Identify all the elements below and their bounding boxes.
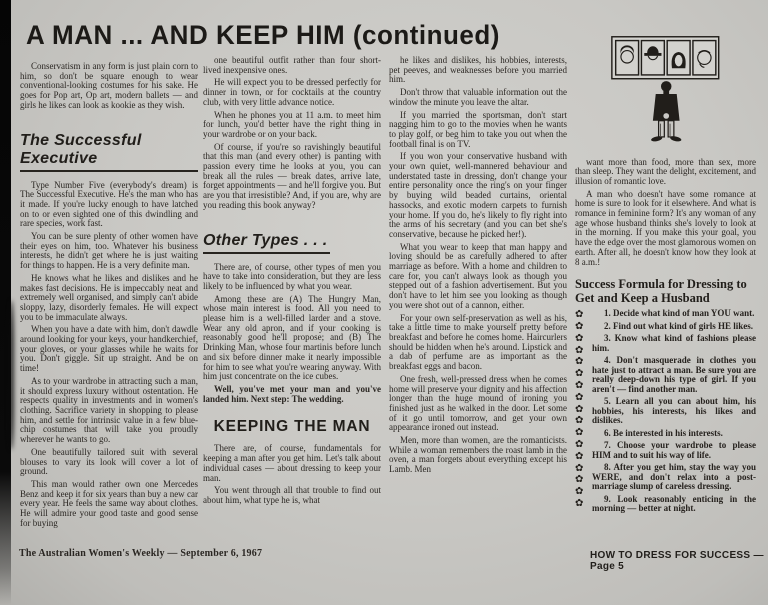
flower-ornament-icon: ✿ bbox=[575, 403, 584, 415]
article-column-3 bbox=[389, 56, 567, 478]
flower-ornament-icon: ✿ bbox=[575, 427, 584, 439]
flower-ornament-icon: ✿ bbox=[575, 380, 584, 392]
article-column-4 bbox=[575, 28, 756, 517]
article-column-1 bbox=[20, 62, 198, 531]
flower-ornament-icon: ✿ bbox=[575, 344, 584, 356]
paragraph: This man would rather own one Mercedes Benz and keep it for six years than buy a new car every year. He feels the same way about clothes. He will admire your good taste and good sense for buying bbox=[20, 478, 198, 528]
formula-item: 8. After you get him, stay the way you WERE, and don't relax into a post-marriage slump of careless dressing. bbox=[592, 462, 756, 492]
paragraph: want more than food, more than sex, more than sleep. They want the delight, excitement, and illusion of romantic love. bbox=[575, 156, 756, 186]
flower-ornament-icon: ✿ bbox=[575, 368, 584, 380]
paragraph: When you have a date with him, don't dawdle around looking for your keys, your handkerchief, your gloves, or your glasses while he waits for you. Don't giggle. Sit up straight. And be on time! bbox=[20, 324, 198, 374]
flower-ornament-icon: ✿ bbox=[575, 450, 584, 462]
flower-ornament-icon: ✿ bbox=[575, 462, 584, 474]
formula-item: 6. Be interested in his interests. bbox=[604, 427, 723, 438]
formula-item: 4. Don't masquerade in clothes you hate just to attract a man. Be sure you are really deep-down his type of girl. If you aren't — find another man. bbox=[592, 355, 756, 394]
paragraph: He will expect you to be dressed perfectly for dinner in town, or for cocktails at the country club, with very little advance notice. bbox=[203, 77, 381, 107]
paragraph: He knows what he likes and dislikes and he makes fast decisions. He is impeccably neat and extremely well organised, and simply can't abide sloppy, lazy, disorderly females. He will expect you to be immaculate always. bbox=[20, 272, 198, 322]
man-viewing-portraits-illustration bbox=[609, 32, 733, 145]
formula-item: 7. Choose your wardrobe to please HIM and to suit his way of life. bbox=[592, 440, 756, 460]
paragraph: You went through all that trouble to find out about him, what type he is, what bbox=[203, 485, 381, 505]
flower-ornament-icon: ✿ bbox=[575, 309, 584, 321]
paragraph: Type Number Five (everybody's dream) is The Successful Executive. He's the man who has it made. If you're lucky enough to have latched on to or even sighted one of this dwindling and rare species, work fast. bbox=[20, 179, 198, 229]
paragraph: A man who doesn't have some romance at home is sure to look for it elsewhere. And what is romance in feminine form? It's any woman of any age whose husband thinks she's lovely to look at in the morning. If you make this your goal, you have the edge over the most glamorous women on earth. After all, he doesn't know how they look at 8 a.m.! bbox=[575, 188, 756, 267]
paragraph: Of course, if you're so ravishingly beautiful that this man (and every other) is panting with passion every time he looks at you, you can break all the rules — break dates, arrive late, forget appointments — and he'll forgive you. But are you that irresistible? And, if you are, why are you reading this book anyway? bbox=[203, 141, 381, 210]
paragraph: he likes and dislikes, his hobbies, interests, pet peeves, and weaknesses before you married him. bbox=[389, 55, 567, 85]
formula-item: 9. Look reasonably enticing in the morning — better at night. bbox=[592, 493, 756, 514]
paragraph: Conservatism in any form is just plain corn to him, so don't be square enough to wear conventional-looking costumes for his sake. He goes for Pop art, Op art, modern ballets — and girls he likes can look as kookie as they wish. bbox=[20, 61, 198, 110]
article-column-2 bbox=[203, 56, 381, 509]
paragraph: one beautiful outfit rather than four short-lived inexpensive ones. bbox=[203, 55, 381, 75]
formula-item: 5. Learn all you can about him, his hobbies, his interests, his likes and dislikes. bbox=[592, 396, 756, 426]
paragraph-bold: Well, you've met your man and you've landed him. Next step: The wedding. bbox=[203, 383, 381, 404]
formula-item: 2. Find out what kind of girls HE likes. bbox=[604, 320, 754, 331]
formula-items bbox=[592, 309, 756, 517]
paragraph: Don't throw that valuable information out the window the minute you leave the altar. bbox=[389, 87, 567, 107]
success-formula-list bbox=[575, 309, 756, 517]
flower-ornament-column bbox=[575, 309, 592, 517]
section-heading-success-formula: Success Formula for Dressing to Get and Keep a Husband bbox=[575, 277, 747, 306]
paragraph: Men, more than women, are the romanticists. While a woman remembers the roast lamb in the oven, a man forgets about everything except his Lamb. Men bbox=[389, 435, 567, 475]
paragraph: One fresh, well-pressed dress when he comes home will preserve your dignity and his affection longer than the huge mound of ironing you finished just as he walked in the door. Let some of it go until tomorrow, and get your own appearance ironed out instead. bbox=[389, 373, 567, 433]
flower-ornament-icon: ✿ bbox=[575, 498, 584, 510]
paragraph: When he phones you at 11 a.m. to meet him for lunch, you'd better have the right thing in your wardrobe or on your back. bbox=[203, 109, 381, 139]
flower-ornament-icon: ✿ bbox=[575, 474, 584, 486]
formula-item: 3. Know what kind of fashions please him. bbox=[592, 333, 756, 353]
paragraph: What you wear to keep that man happy and loving should be as carefully adhered to after marriage as before. With a home and children to care for, you can't always look as though you stepped out of a fashion advertisement. But you don't have to let him see you looking as though you were shot out of a cannon, either. bbox=[389, 241, 567, 310]
paragraph: You can be sure plenty of other women have their eyes on him, too. Whatever his business interests, he didn't get where he is just waiting for things to happen. He is a very definite man. bbox=[20, 231, 198, 271]
paragraph: Among these are (A) The Hungry Man, whose main interest is food. All you need to please him is a well-filled larder and a stove. Wear any old apron, and if your cooking is reasonably good he'll propose; and (B) The Drinking Man, whose four martinis before lunch and six before dinner make it nearly impossible for him to see what you're wearing anyway. With him just concentrate on the ice cubes. bbox=[203, 293, 381, 382]
scan-edge-left bbox=[0, 0, 11, 605]
flower-ornament-icon: ✿ bbox=[575, 486, 584, 498]
scan-edge-shadow bbox=[9, 300, 14, 450]
flower-ornament-icon: ✿ bbox=[575, 332, 584, 344]
paragraph: There are, of course, fundamentals for keeping a man after you get him. Let's talk about individual cases — about dressing to keep your man. bbox=[203, 443, 381, 483]
paragraph: One beautifully tailored suit with several blouses to vary its look will cover a lot of ground. bbox=[20, 446, 198, 477]
flower-ornament-icon: ✿ bbox=[575, 391, 584, 403]
footer-section-page-number: HOW TO DRESS FOR SUCCESS — Page 5 bbox=[590, 550, 764, 572]
flower-ornament-icon: ✿ bbox=[575, 321, 584, 333]
page-title: A MAN ... AND KEEP HIM (continued) bbox=[26, 19, 500, 51]
paragraph: There are, of course, other types of men you have to take into consideration, but they are less likely to be influenced by what you wear. bbox=[203, 261, 381, 291]
section-heading-other-types: Other Types . . . bbox=[203, 232, 330, 254]
section-heading-successful-executive: The Successful Executive bbox=[20, 132, 198, 172]
paragraph: For your own self-preservation as well as his, take a little time to make yourself pretty before breakfast and before he comes home. Haircurlers should be hidden when he's around. Lipstick and a dab of perfume are as important as the breakfast eggs and bacon. bbox=[389, 312, 567, 372]
section-heading-keeping-the-man: KEEPING THE MAN bbox=[213, 418, 371, 436]
flower-ornament-icon: ✿ bbox=[575, 439, 584, 451]
paragraph: If you won your conservative husband with your own quiet, well-mannered behaviour and understated taste in dressing, don't change your entire personality once the ring's on your finger by buying wild beaded curtains, oriental hassocks, and exotic modern carpets to furnish your home. If you do, he's likely to fly right into the arms of his secretary (and you can bet she's conservative, because he picked her!). bbox=[389, 151, 567, 239]
flower-ornament-icon: ✿ bbox=[575, 415, 584, 427]
flower-ornament-icon: ✿ bbox=[575, 356, 584, 368]
footer-publication-date: The Australian Women's Weekly — September 6, 1967 bbox=[19, 548, 263, 559]
formula-item: 1. Decide what kind of man YOU want. bbox=[604, 308, 755, 319]
paragraph: As to your wardrobe in attracting such a man, it should express luxury without ostentation. He respects quality in investments and in women's clothing. Sacrifice variety in shopping to please him, and settle for intrinsic value in a few blue-chip costumes that will take you proudly wherever he wants to go. bbox=[20, 375, 198, 445]
paragraph: If you married the sportsman, don't start nagging him to go to the movies when he wants to play golf, or beg him to take you out when the football final is on TV. bbox=[389, 109, 567, 149]
